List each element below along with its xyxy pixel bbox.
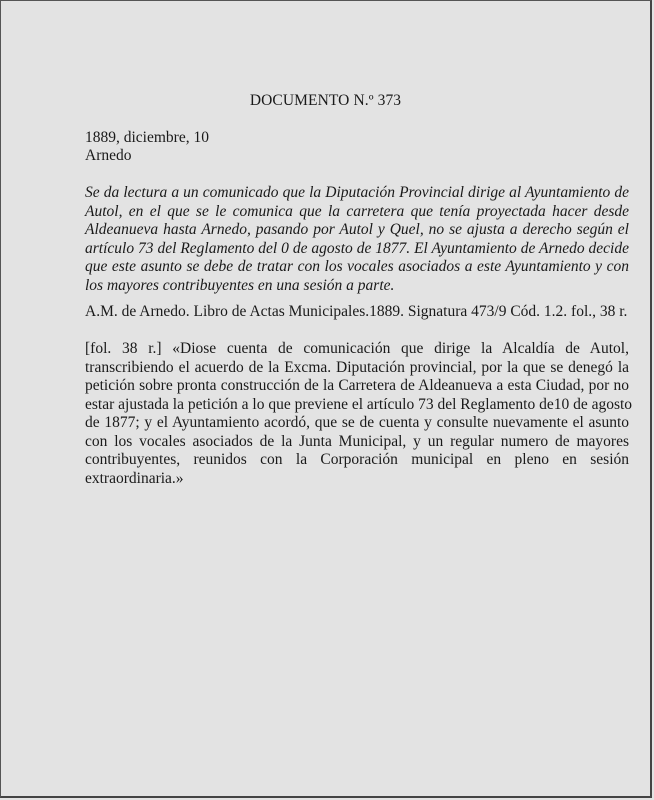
summary-line: los mayores contribuyentes en una sesión a parte. [85, 276, 395, 294]
document-place: Arnedo [85, 147, 132, 164]
body-line: de 1877; y el Ayuntamiento acordó, que se de cuenta y consulte nuevamente el asunto [85, 414, 629, 431]
document-date: 1889, diciembre, 10 [85, 129, 209, 146]
summary-line: artículo 73 del Reglamento del 0 de agosto de 1877. El Ayuntamiento de Arnedo decide [85, 239, 629, 257]
body-line: estar ajustada la petición a lo que previene el artículo 73 del Reglamento de10 de agosto [85, 395, 633, 413]
document-source: A.M. de Arnedo. Libro de Actas Municipales.1889. Signatura 473/9 Cód. 1.2. fol., 38 r. [85, 303, 628, 320]
document-title: DOCUMENTO N.º 373 [249, 92, 402, 109]
body-line: transcribiendo el acuerdo de la Excma. Diputación provincial, por la que se denegó la [85, 358, 629, 376]
body-line: extraordinaria.» [85, 469, 184, 487]
summary-line: Autol, en el que se le comunica que la carretera que tenía proyectada hacer desde [85, 202, 629, 220]
body-line: contribuyentes, reunidos con la Corporación municipal en pleno en sesión [85, 451, 629, 468]
body-line: petición sobre pronta construcción de la Carretera de Aldeanueva a esta Ciudad, por no [85, 377, 629, 394]
summary-line: que este asunto se debe de tratar con los vocales asociados a este Ayuntamiento y con [85, 258, 629, 275]
summary-line: Se da lectura a un comunicado que la Diputación Provincial dirige al Ayuntamiento de [85, 184, 629, 201]
summary-line: Aldeanueva hasta Arnedo, pasando por Autol y Quel, no se ajusta a derecho según el [85, 221, 629, 238]
document-summary [85, 184, 629, 295]
body-line: [fol. 38 r.] «Diose cuenta de comunicación que dirige la Alcaldía de Autol, [85, 340, 629, 357]
document-body [85, 340, 633, 488]
body-line: con los vocales asociados de la Junta Municipal, y un regular numero de mayores [85, 432, 629, 450]
